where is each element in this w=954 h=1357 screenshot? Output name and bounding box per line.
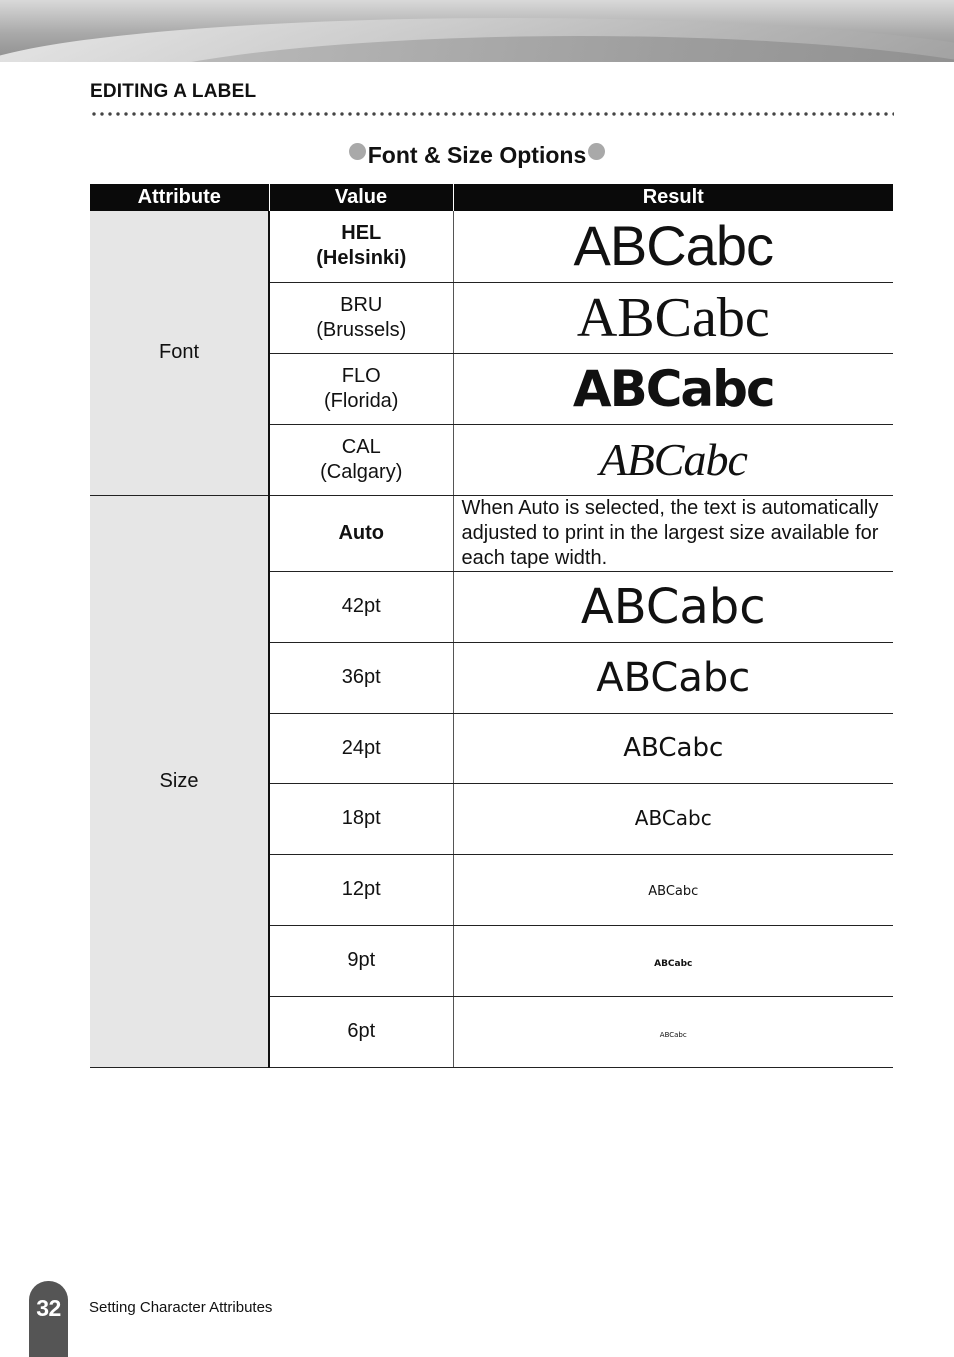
table-row-font-hel [90,211,893,282]
value-name: (Calgary) [320,460,403,483]
value-auto: Auto [269,495,453,571]
result-cell [453,211,893,282]
result-cell [453,571,893,642]
value-size: 18pt [269,783,453,854]
value-code: HEL [341,222,382,245]
result-cell [453,783,893,854]
result-cell [453,424,893,495]
column-header-attribute: Attribute [90,184,269,211]
column-header-value: Value [269,184,453,211]
bullet-left-icon [349,143,366,160]
page-number-tab [29,1281,68,1357]
sample-42pt: ABCabc [580,578,766,635]
dotted-divider [90,111,894,117]
value-cell [269,424,453,495]
bullet-right-icon [588,143,605,160]
table-row-size-auto [90,495,893,571]
result-cell [453,713,893,783]
value-code: BRU [340,293,383,316]
value-code: CAL [341,435,381,458]
value-size: 42pt [269,571,453,642]
result-cell [453,642,893,713]
top-banner [0,0,954,62]
result-cell [453,282,893,353]
sample-brussels: ABCabc [576,286,770,349]
attribute-size: Size [90,495,269,1067]
sample-9pt: ABCabc [654,959,693,969]
value-name: (Brussels) [316,318,407,341]
result-cell [453,854,893,925]
result-cell [453,925,893,996]
value-size: 12pt [269,854,453,925]
value-code: FLO [341,364,381,387]
value-size: 9pt [269,925,453,996]
value-name: (Florida) [324,389,399,412]
sample-36pt: ABCabc [596,654,751,701]
table-header-row [90,184,893,211]
section-title: EDITING A LABEL [90,81,257,102]
sample-calgary: ABCabc [599,433,747,485]
value-size: 24pt [269,713,453,783]
value-cell [269,282,453,353]
result-cell [453,996,893,1067]
sample-helsinki: ABCabc [573,214,773,278]
table-heading [0,142,954,169]
sample-24pt: ABCabc [623,733,724,763]
attribute-font: Font [90,211,269,495]
table-title: Font & Size Options [367,142,587,168]
value-size: 36pt [269,642,453,713]
sample-12pt: ABCabc [648,884,699,899]
sample-florida: ABCabc [572,359,774,418]
font-size-options-table [90,184,893,1068]
footer-section-name: Setting Character Attributes [89,1299,273,1316]
result-cell [453,353,893,424]
value-cell [269,353,453,424]
column-header-result: Result [453,184,893,211]
page-number: 32 [36,1295,61,1321]
value-size: 6pt [269,996,453,1067]
sample-18pt: ABCabc [634,805,712,830]
auto-description: When Auto is selected, the text is automatically adjusted to print in the largest size available for each tape width. [453,495,893,571]
value-name: (Helsinki) [316,247,407,270]
value-cell [269,211,453,282]
sample-6pt: ABCabc [659,1031,687,1039]
